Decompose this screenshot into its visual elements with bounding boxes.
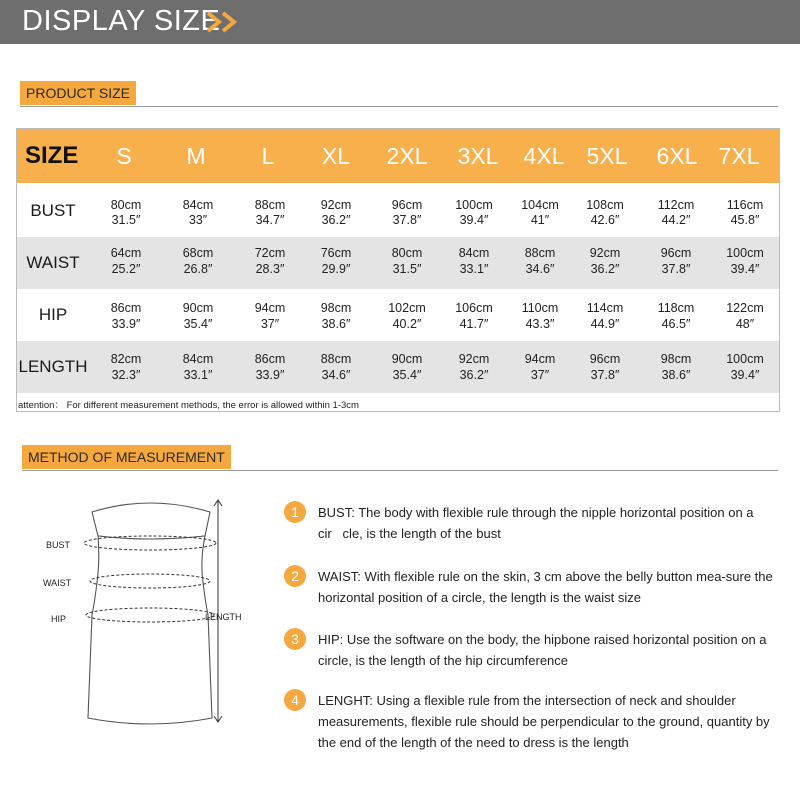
cell-inch: 39.4″	[730, 262, 760, 276]
double-chevron-right-icon	[205, 11, 245, 33]
cell-inch: 33.9″	[111, 317, 141, 331]
step-text: LENGHT: Using a flexible rule from the intersection of neck and shoulder measurements, flexible rule should be perpendicular to the ground, quantity by the end of the length of the need to dress is the length	[318, 693, 770, 750]
size-header: L	[261, 143, 275, 169]
row-label: BUST	[30, 201, 76, 220]
cell-cm: 80cm	[110, 198, 142, 212]
cell-inch: 33.1″	[183, 368, 213, 382]
cell-inch: 28.3″	[255, 262, 285, 276]
cell-cm: 92cm	[320, 198, 352, 212]
cell-cm: 108cm	[586, 198, 624, 212]
size-header: 2XL	[386, 143, 428, 169]
cell-inch: 31.5″	[392, 262, 422, 276]
cell-cm: 72cm	[254, 246, 286, 260]
cell-cm: 114cm	[586, 301, 624, 315]
cell-inch: 33.9″	[255, 368, 285, 382]
step-number-badge: 2	[284, 565, 306, 587]
cell-cm: 84cm	[182, 198, 214, 212]
cell-inch: 39.4″	[459, 213, 489, 227]
cell-inch: 35.4″	[392, 368, 422, 382]
section-divider	[22, 470, 778, 471]
size-table-header	[17, 129, 779, 183]
cell-cm: 90cm	[391, 352, 423, 366]
cell-cm: 80cm	[391, 246, 423, 260]
cell-inch: 37″	[530, 368, 550, 382]
size-header: 6XL	[656, 143, 698, 169]
cell-cm: 102cm	[388, 301, 426, 315]
cell-cm: 88cm	[524, 246, 556, 260]
cell-inch: 45.8″	[730, 213, 760, 227]
cell-cm: 92cm	[458, 352, 490, 366]
cell-inch: 34.7″	[255, 213, 285, 227]
method-label: METHOD OF MEASUREMENT	[22, 445, 231, 469]
size-header: S	[116, 143, 132, 169]
cell-cm: 84cm	[182, 352, 214, 366]
cell-inch: 36.2″	[321, 213, 351, 227]
cell-inch: 37″	[260, 317, 280, 331]
table-row	[17, 185, 779, 237]
step-number-badge: 4	[284, 689, 306, 711]
cell-cm: 98cm	[660, 352, 692, 366]
cell-cm: 100cm	[726, 246, 764, 260]
cell-inch: 42.6″	[590, 213, 620, 227]
figure-label-hip: HIP	[51, 614, 67, 624]
size-header: 4XL	[523, 143, 565, 169]
size-header: 5XL	[586, 143, 628, 169]
cell-inch: 37.8″	[661, 262, 691, 276]
cell-inch: 43.3″	[525, 317, 555, 331]
cell-inch: 34.6″	[525, 262, 555, 276]
row-label: HIP	[38, 305, 68, 324]
cell-inch: 46.5″	[661, 317, 691, 331]
cell-inch: 31.5″	[111, 213, 141, 227]
size-header: M	[186, 143, 206, 169]
table-row	[17, 289, 779, 341]
cell-inch: 44.9″	[590, 317, 620, 331]
size-header: XL	[321, 143, 351, 169]
cell-cm: 76cm	[320, 246, 352, 260]
cell-inch: 41.7″	[459, 317, 489, 331]
size-header: 7XL	[718, 143, 760, 169]
cell-cm: 86cm	[254, 352, 286, 366]
table-row	[17, 237, 779, 289]
cell-cm: 92cm	[589, 246, 621, 260]
size-header: 3XL	[457, 143, 499, 169]
step-text: HIP: Use the software on the body, the hipbone raised horizontal position on a circle, is the length of the hip circumference	[318, 632, 767, 668]
cell-cm: 116cm	[726, 198, 764, 212]
cell-cm: 110cm	[521, 301, 559, 315]
figure-label-bust: BUST	[46, 540, 71, 550]
figure-label-length: LENGTH	[205, 612, 242, 622]
cell-cm: 118cm	[657, 301, 695, 315]
cell-cm: 88cm	[254, 198, 286, 212]
step-text: BUST: The body with flexible rule through the nipple horizontal position on a cir cle, is the length of the bust	[318, 505, 754, 541]
size-table	[16, 128, 780, 412]
cell-inch: 26.8″	[183, 262, 213, 276]
size-header-label: SIZE	[25, 142, 79, 169]
header-bar	[0, 0, 800, 44]
cell-inch: 33″	[188, 213, 208, 227]
product-size-label: PRODUCT SIZE	[20, 81, 136, 105]
cell-inch: 36.2″	[459, 368, 489, 382]
cell-cm: 96cm	[391, 198, 423, 212]
cell-cm: 94cm	[254, 301, 286, 315]
cell-cm: 96cm	[589, 352, 621, 366]
cell-inch: 32.3″	[111, 368, 141, 382]
cell-inch: 29.9″	[321, 262, 351, 276]
cell-cm: 96cm	[660, 246, 692, 260]
cell-inch: 38.6″	[661, 368, 691, 382]
cell-cm: 112cm	[657, 198, 695, 212]
cell-cm: 106cm	[455, 301, 493, 315]
table-row	[17, 341, 779, 393]
step-number-badge: 1	[284, 501, 306, 523]
page-title: DISPLAY SIZE	[22, 5, 221, 37]
cell-cm: 82cm	[110, 352, 142, 366]
cell-inch: 44.2″	[661, 213, 691, 227]
cell-inch: 39.4″	[730, 368, 760, 382]
cell-cm: 98cm	[320, 301, 352, 315]
cell-inch: 35.4″	[183, 317, 213, 331]
section-divider	[20, 106, 778, 107]
cell-inch: 40.2″	[392, 317, 422, 331]
cell-inch: 36.2″	[590, 262, 620, 276]
row-label: WAIST	[26, 253, 80, 272]
cell-cm: 100cm	[726, 352, 764, 366]
cell-inch: 37.8″	[590, 368, 620, 382]
cell-cm: 94cm	[524, 352, 556, 366]
cell-cm: 90cm	[182, 301, 214, 315]
row-label: LENGTH	[18, 357, 88, 376]
cell-cm: 68cm	[182, 246, 214, 260]
cell-inch: 33.1″	[459, 262, 489, 276]
cell-cm: 100cm	[455, 198, 493, 212]
cell-cm: 64cm	[110, 246, 142, 260]
cell-inch: 41″	[530, 213, 550, 227]
cell-cm: 104cm	[521, 198, 559, 212]
cell-inch: 34.6″	[321, 368, 351, 382]
cell-cm: 88cm	[320, 352, 352, 366]
cell-cm: 84cm	[458, 246, 490, 260]
figure-label-waist: WAIST	[43, 578, 72, 588]
attention-note: attention： For different measurement methods, the error is allowed within 1-3cm	[18, 400, 359, 411]
step-number-badge: 3	[284, 628, 306, 650]
step-text: WAIST: With flexible rule on the skin, 3 cm above the belly button mea-sure the horizontal position of a circle, the length is the waist size	[318, 569, 773, 605]
cell-inch: 48″	[735, 317, 755, 331]
cell-cm: 122cm	[726, 301, 764, 315]
cell-inch: 37.8″	[392, 213, 422, 227]
cell-inch: 25.2″	[111, 262, 141, 276]
cell-inch: 38.6″	[321, 317, 351, 331]
cell-cm: 86cm	[110, 301, 142, 315]
